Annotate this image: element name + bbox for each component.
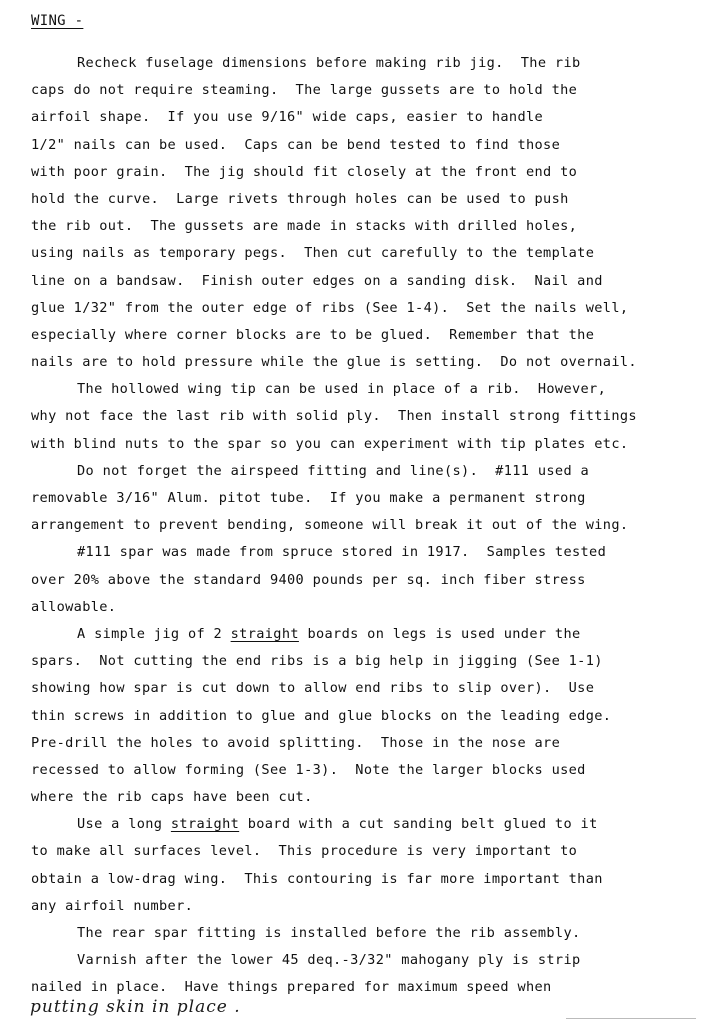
text-line: The rear spar fitting is installed before the rib assembly.: [77, 925, 581, 941]
text-line: especially where corner blocks are to be glued. Remember that the: [31, 326, 595, 343]
text-line: using nails as temporary pegs. Then cut carefully to the template: [31, 245, 595, 262]
handwritten-note: putting skin in place .: [30, 997, 241, 1017]
text-line: thin screws in addition to glue and glue blocks on the leading edge.: [31, 707, 612, 724]
text-line: removable 3/16" Alum. pitot tube. If you make a permanent strong: [31, 490, 586, 506]
text-line: nailed in place. Have things prepared for maximum speed when: [31, 979, 552, 996]
text-line: glue 1/32" from the outer edge of ribs (See 1-4). Set the nails well,: [31, 299, 629, 316]
text-line: spars. Not cutting the end ribs is a big help in jigging (See 1-1): [31, 653, 603, 670]
text-line: nails are to hold pressure while the glue is setting. Do not overnail.: [31, 354, 637, 371]
text-line: Pre-drill the holes to avoid splitting. Those in the nose are: [31, 734, 561, 751]
document-body: [31, 50, 691, 1002]
text-line: line on a bandsaw. Finish outer edges on a sanding disk. Nail and: [31, 272, 603, 289]
text-line: 1/2" nails can be used. Caps can be bend tested to find those: [31, 136, 561, 153]
text-line: showing how spar is cut down to allow end ribs to slip over). Use: [31, 680, 595, 697]
heading-text: WING -: [31, 13, 84, 29]
text-line: Recheck fuselage dimensions before making rib jig. The rib: [77, 55, 581, 71]
text-line: Do not forget the airspeed fitting and line(s). #111 used a: [77, 462, 590, 479]
text-line: Varnish after the lower 45 deq.-3/32" mahogany ply is strip: [77, 952, 581, 969]
underlined-word: straight: [230, 625, 299, 642]
text-line: the rib out. The gussets are made in stacks with drilled holes,: [31, 218, 578, 235]
text-line: why not face the last rib with solid ply. Then install strong fittings: [31, 408, 637, 425]
section-heading: [31, 13, 83, 29]
text-line: allowable.: [31, 598, 117, 615]
text-line: hold the curve. Large rivets through holes can be used to push: [31, 190, 569, 207]
text-line: recessed to allow forming (See 1-3). Note the larger blocks used: [31, 761, 586, 778]
text-line: arrangement to prevent bending, someone will break it out of the wing.: [31, 517, 629, 534]
text-line: with blind nuts to the spar so you can experiment with tip plates etc.: [31, 435, 629, 452]
text-line: with poor grain. The jig should fit closely at the front end to: [31, 163, 578, 180]
text-line: #111 spar was made from spruce stored in 1917. Samples tested: [77, 544, 607, 561]
text-line: The hollowed wing tip can be used in place of a rib. However,: [77, 381, 607, 398]
text-line: where the rib caps have been cut.: [31, 789, 313, 806]
text-line: to make all surfaces level. This procedure is very important to: [31, 843, 578, 860]
text-line: airfoil shape. If you use 9/16" wide caps, easier to handle: [31, 109, 544, 126]
text-line: any airfoil number.: [31, 897, 194, 914]
scan-mark: [566, 1018, 696, 1019]
text-line: Use a long straight board with a cut sanding belt glued to it: [77, 816, 598, 833]
text-line: A simple jig of 2 straight boards on legs is used under the: [77, 625, 581, 642]
text-line: caps do not require steaming. The large gussets are to hold the: [31, 82, 578, 99]
text-line: obtain a low-drag wing. This contouring is far more important than: [31, 870, 603, 887]
text-line: over 20% above the standard 9400 pounds per sq. inch fiber stress: [31, 571, 586, 588]
underlined-word: straight: [170, 816, 240, 833]
